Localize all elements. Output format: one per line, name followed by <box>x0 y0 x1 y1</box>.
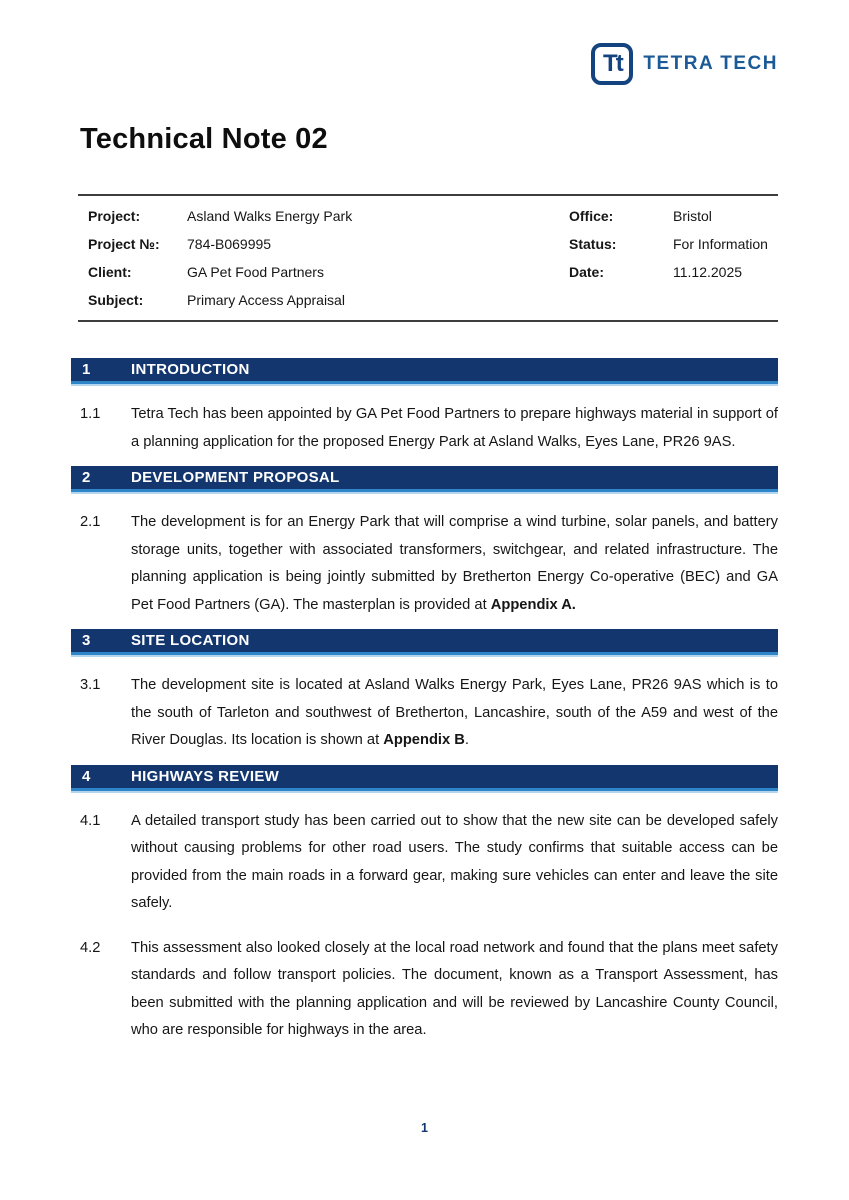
info-table-right-column <box>561 202 778 314</box>
section-title: DEVELOPMENT PROPOSAL <box>131 469 340 486</box>
info-label: Subject: <box>88 292 144 308</box>
section-number: 1 <box>82 361 91 378</box>
info-value: 11.12.2025 <box>673 264 743 280</box>
section-heading-bar <box>71 358 778 384</box>
paragraph-number: 4.1 <box>80 812 101 829</box>
paragraph-text <box>131 672 778 755</box>
paragraph-text-segment: Tetra Tech has been appointed by GA Pet Food Partners to prepare highways material in support of a planning application for the proposed Energy Park at Asland Walks, Eyes Lane, PR26 9AS. <box>131 406 778 450</box>
paragraph <box>71 935 778 1045</box>
section-heading-bar <box>71 765 778 791</box>
paragraph-text-segment: The development is for an Energy Park that will comprise a wind turbine, solar panels, and battery storage units, together with associated transformers, switchgear, and related infrastructure. The planning application is being jointly submitted by Bretherton Energy Co-operative (BEC) and GA Pet Food Partners (GA). The masterplan is provided at <box>131 514 778 613</box>
tetra-tech-logo <box>591 43 778 85</box>
section-heading-bar <box>71 466 778 492</box>
info-label: Office: <box>569 208 614 224</box>
paragraph-number: 4.2 <box>80 939 101 956</box>
info-value: Primary Access Appraisal <box>187 292 345 308</box>
section-title: HIGHWAYS REVIEW <box>131 767 280 785</box>
section-number: 4 <box>82 767 91 785</box>
section-number: 3 <box>82 632 91 649</box>
info-label: Status: <box>569 236 617 252</box>
info-label: Project: <box>88 208 141 224</box>
paragraph-text-segment: The development site is located at Asland Walks Energy Park, Eyes Lane, PR26 9AS which is to the south of Tarleton and southwest of Bretherton, Lancashire, south of the A59 and west of the River Douglas. Its location is shown at <box>131 677 778 748</box>
info-row <box>78 286 561 314</box>
info-label: Project №: <box>88 236 160 252</box>
info-value: Asland Walks Energy Park <box>187 208 353 224</box>
info-value: 784-B069995 <box>187 236 272 252</box>
section-heading-bar <box>71 629 778 655</box>
section-number: 2 <box>82 469 91 486</box>
paragraph <box>71 509 778 619</box>
paragraph-text-bold-segment: Appendix A. <box>490 596 576 613</box>
paragraph <box>71 401 778 456</box>
info-label: Client: <box>88 264 132 280</box>
section-title: SITE LOCATION <box>131 632 250 649</box>
paragraph-number: 2.1 <box>80 514 101 530</box>
info-value: GA Pet Food Partners <box>187 264 324 280</box>
paragraph-text <box>131 401 778 456</box>
section-highways-review <box>71 765 778 1045</box>
page-title: Technical Note 02 <box>80 123 328 155</box>
info-value: Bristol <box>673 208 712 224</box>
paragraph-number: 1.1 <box>80 406 101 422</box>
section-title: INTRODUCTION <box>131 361 250 378</box>
paragraph-text-segment: A detailed transport study has been carried out to show that the new site can be developed safely without causing problems for other road users. The study confirms that suitable access can be provided from the main roads in a forward gear, making sure vehicles can enter and leave the site safely. <box>131 812 778 911</box>
tetra-tech-logo-icon <box>591 43 633 85</box>
paragraph-text-bold-segment: Appendix B <box>383 732 465 748</box>
paragraph-text <box>131 509 778 619</box>
paragraph <box>71 672 778 755</box>
paragraph-text <box>131 808 778 918</box>
info-value: For Information <box>673 236 768 252</box>
paragraph-text <box>131 935 778 1045</box>
section-introduction <box>71 358 778 456</box>
paragraph <box>71 808 778 918</box>
info-table <box>78 194 778 322</box>
info-row <box>561 202 778 230</box>
header <box>71 40 778 88</box>
tetra-tech-logo-text: TETRA TECH <box>643 53 778 74</box>
paragraph-text-segment: This assessment also looked closely at the local road network and found that the plans meet safety standards and follow transport policies. The document, known as a Transport Assessment, has been submitted with the planning application and will be reviewed by Lancashire County Council, who are responsible for highways in the area. <box>131 939 778 1038</box>
info-row <box>561 258 778 286</box>
info-row <box>561 230 778 258</box>
info-table-left-column <box>78 202 561 314</box>
paragraph-text-segment: . <box>464 732 469 748</box>
info-label: Date: <box>569 264 605 280</box>
logo-monogram: Tt <box>603 50 622 77</box>
document-body <box>71 358 778 1045</box>
info-row <box>78 258 561 286</box>
info-row <box>78 230 561 258</box>
section-site-location <box>71 629 778 755</box>
paragraph-number: 3.1 <box>80 677 101 693</box>
info-row <box>78 202 561 230</box>
page-number: 1 <box>421 1121 428 1135</box>
section-development-proposal <box>71 466 778 619</box>
